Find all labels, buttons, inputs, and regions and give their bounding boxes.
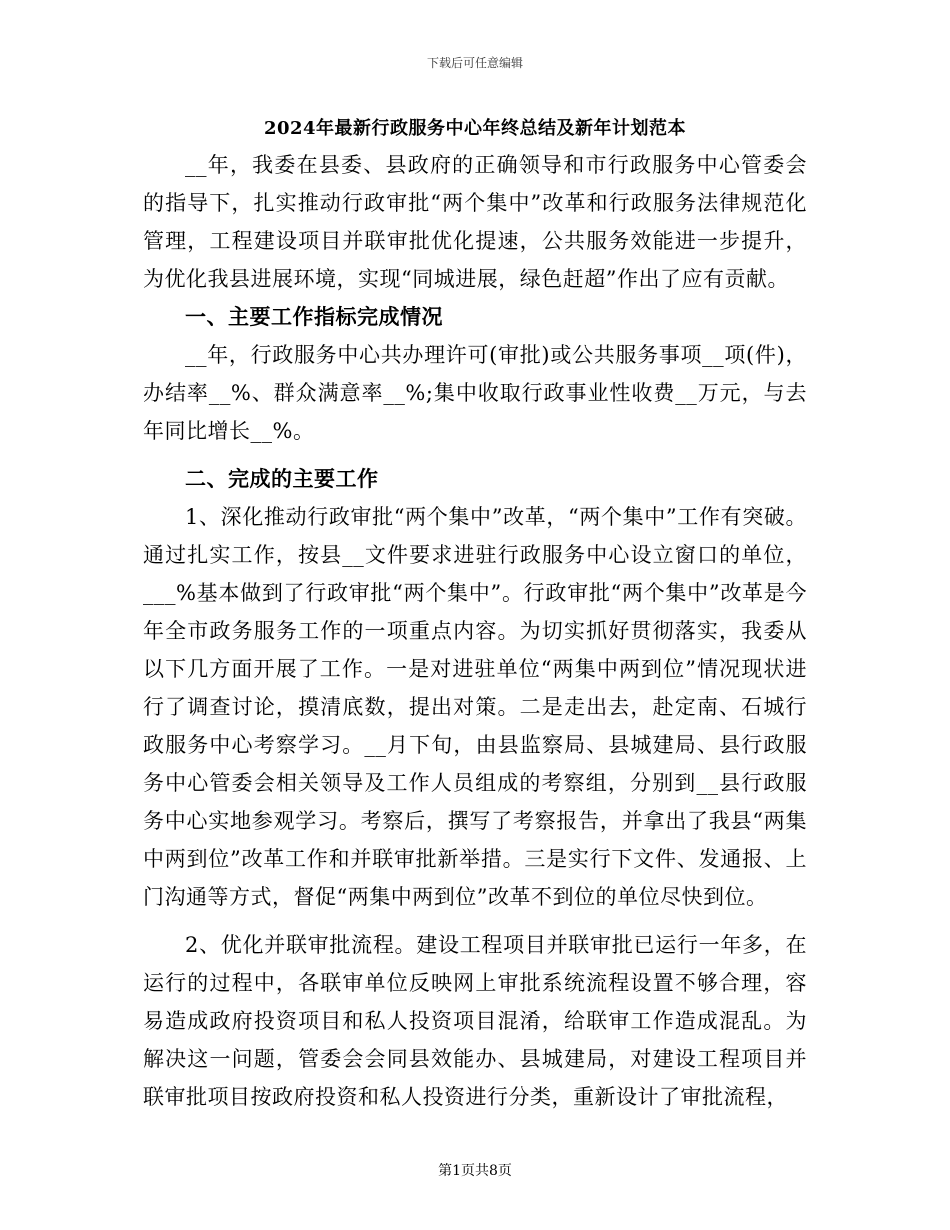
section-2-item-2: 2、优化并联审批流程。建设工程项目并联审批已运行一年多，在运行的过程中，各联审单位反映网上审批系统流程设置不够合理，容易造成政府投资项目和私人投资项目混淆，给联审工作造成混乱。为解决这一问题，管委会会同县效能办、县城建局，对建设工程项目并联审批项目按政府投资和私人投资进行分类，重新设计了审批流程，	[143, 933, 807, 1109]
document-body	[143, 112, 807, 1116]
section-2-heading: 二、完成的主要工作	[185, 466, 379, 491]
intro-paragraph: __年，我委在县委、县政府的正确领导和市行政服务中心管委会的指导下，扎实推动行政审批“两个集中”改革和行政服务法律规范化管理，工程建设项目并联审批优化提速，公共服务效能进一步提升，为优化我县进展环境，实现“同城进展，绿色赶超”作出了应有贡献。	[143, 153, 807, 291]
section-1-heading: 一、主要工作指标完成情况	[185, 304, 443, 329]
section-1-paragraph: __年，行政服务中心共办理许可(审批)或公共服务事项__项(件)，办结率__%、群众满意率__%;集中收取行政事业性收费__万元，与去年同比增长__%。	[143, 343, 807, 443]
document-title: 2024年最新行政服务中心年终总结及新年计划范本	[263, 118, 687, 139]
page-indicator: 第1页共8页	[438, 1163, 512, 1179]
section-2-item-1: 1、深化推动行政审批“两个集中”改革，“两个集中”工作有突破。通过扎实工作，按县__文件要求进驻行政服务中心设立窗口的单位，___%基本做到了行政审批“两个集中”。行政审批“两个集中”改革是今年全市政务服务工作的一项重点内容。为切实抓好贯彻落实，我委从以下几方面开展了工作。一是对进驻单位“两集中两到位”情况现状进行了调查讨论，摸清底数，提出对策。二是走出去，赴定南、石城行政服务中心考察学习。__月下旬，由县监察局、县城建局、县行政服务中心管委会相关领导及工作人员组成的考察组，分别到__县行政服务中心实地参观学习。考察后，撰写了考察报告，并拿出了我县“两集中两到位”改革工作和并联审批新举措。三是实行下文件、发通报、上门沟通等方式，督促“两集中两到位”改革不到位的单位尽快到位。	[143, 505, 807, 909]
download-note: 下载后可任意编辑	[426, 56, 523, 70]
